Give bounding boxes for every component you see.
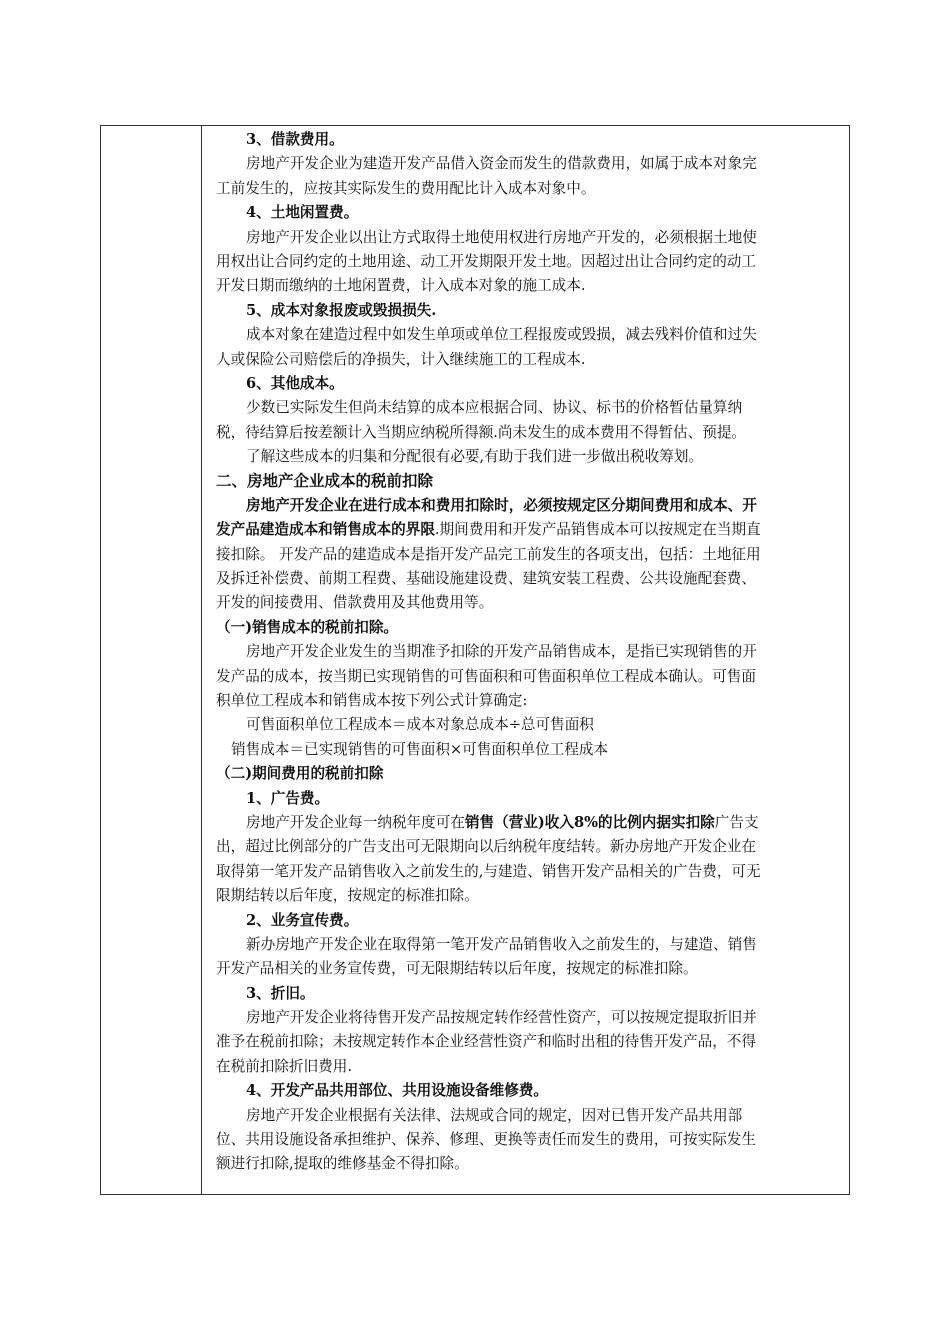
text-line: 出，超过比例部分的广告支出可无限期向以后纳税年度结转。新办房地产开发企业在 (216, 838, 756, 856)
text-line: （一)销售成本的税前扣除。 (216, 618, 399, 636)
text-line: 开发日期而缴纳的土地闲置费，计入成本对象的施工成本. (216, 277, 586, 295)
text-line: （二)期间费用的税前扣除 (216, 765, 384, 783)
text-line: 及拆迁补偿费、前期工程费、基础设施建设费、建筑安装工程费、公共设施配套费、 (216, 570, 756, 588)
text-line: 人或保险公司赔偿后的净损失，计入继续施工的工程成本. (216, 350, 586, 368)
text-line: 销售成本＝已实现销售的可售面积×可售面积单位工程成本 (231, 740, 609, 758)
text-line: 成本对象在建造过程中如发生单项或单位工程报废或毁损，减去残料价值和过失 (246, 326, 757, 344)
text-line: 开发的间接费用、借款费用及其他费用等。 (216, 594, 494, 612)
text-line: 税，待结算后按差额计入当期应纳税所得额.尚未发生的成本费用不得暂估、预提。 (216, 423, 747, 441)
text-line: 可售面积单位工程成本＝成本对象总成本÷总可售面积 (246, 716, 594, 734)
text-segment: 房地产开发企业每一纳税年度可在 (246, 813, 465, 831)
text-line: 4、开发产品共用部位、共用设施设备维修费。 (246, 1082, 549, 1100)
text-line: 用权出让合同约定的土地用途、动工开发期限开发土地。因超过出让合同约定的动工 (216, 252, 756, 270)
text-line (216, 811, 839, 835)
text-line: 发产品的成本，按当期已实现销售的可售面积和可售面积单位工程成本确认。可售面 (216, 667, 756, 685)
text-line: 房地产开发企业以出让方式取得土地使用权进行房地产开发的，必须根据土地使 (246, 228, 757, 246)
table-left-column (101, 126, 202, 1194)
text-line: 在税前扣除折旧费用. (216, 1057, 352, 1075)
text-line: 额进行扣除,提取的维修基金不得扣除。 (216, 1155, 469, 1173)
text-line: 取得第一笔开发产品销售收入之前发生的,与建造、销售开发产品相关的广告费，可无 (216, 862, 761, 880)
text-line: 6、其他成本。 (246, 374, 344, 392)
text-segment: 销售（营业)收入8%的比例内据实扣除 (464, 813, 715, 831)
text-line: 新办房地产开发企业在取得第一笔开发产品销售收入之前发生的，与建造、销售 (246, 935, 757, 953)
text-line: 了解这些成本的归集和分配很有必要,有助于我们进一步做出税收筹划。 (246, 448, 704, 466)
text-line: 5、成本对象报废或毁损损失. (246, 301, 437, 319)
text-segment: 发产品建造成本和销售成本的界限 (216, 521, 435, 539)
table-content-cell (202, 126, 849, 1194)
text-line: 3、折旧。 (246, 984, 315, 1002)
document-table (100, 125, 850, 1195)
text-line (216, 518, 839, 542)
text-line: 1、广告费。 (246, 789, 330, 807)
text-line: 积单位工程成本和销售成本按下列公式计算确定: (216, 691, 528, 709)
text-line: 4、土地闲置费。 (246, 204, 359, 222)
text-line: 房地产开发企业为建造开发产品借入资金而发生的借款费用，如属于成本对象完 (246, 155, 757, 173)
text-line: 开发产品相关的业务宣传费，可无限期结转以后年度，按规定的标准扣除。 (216, 960, 698, 978)
text-line: 少数已实际发生但尚未结算的成本应根据合同、协议、标书的价格暂估量算纳 (246, 399, 743, 417)
text-line: 房地产开发企业根据有关法律、法规或合同的规定，因对已售开发产品共用部 (246, 1106, 743, 1124)
text-line: 接扣除。 开发产品的建造成本是指开发产品完工前发生的各项支出，包括：土地征用 (216, 545, 761, 563)
text-line: 3、借款费用。 (246, 131, 344, 148)
text-line: 位、共用设施设备承担维护、保养、修理、更换等责任而发生的费用，可按实际发生 (216, 1131, 756, 1149)
text-line: 房地产开发企业发生的当期准予扣除的开发产品销售成本，是指已实现销售的开 (246, 643, 757, 661)
text-line: 2、业务宣传费。 (246, 911, 359, 929)
text-segment: .期间费用和开发产品销售成本可以按规定在当期直 (434, 521, 761, 539)
text-segment: 广告支 (714, 813, 759, 831)
text-line: 限期结转以后年度，按规定的标准扣除。 (216, 887, 479, 905)
text-line: 准予在税前扣除；未按规定转作本企业经营性资产和临时出租的待售开发产品，不得 (216, 1033, 756, 1051)
text-line: 房地产开发企业在进行成本和费用扣除时，必须按规定区分期间费用和成本、开 (246, 496, 757, 514)
text-line: 工前发生的，应按其实际发生的费用配比计入成本对象中。 (216, 179, 596, 197)
text-line: 二、房地产企业成本的税前扣除 (216, 471, 434, 491)
text-line: 房地产开发企业将待售开发产品按规定转作经营性资产，可以按规定提取折旧并 (246, 1009, 757, 1027)
